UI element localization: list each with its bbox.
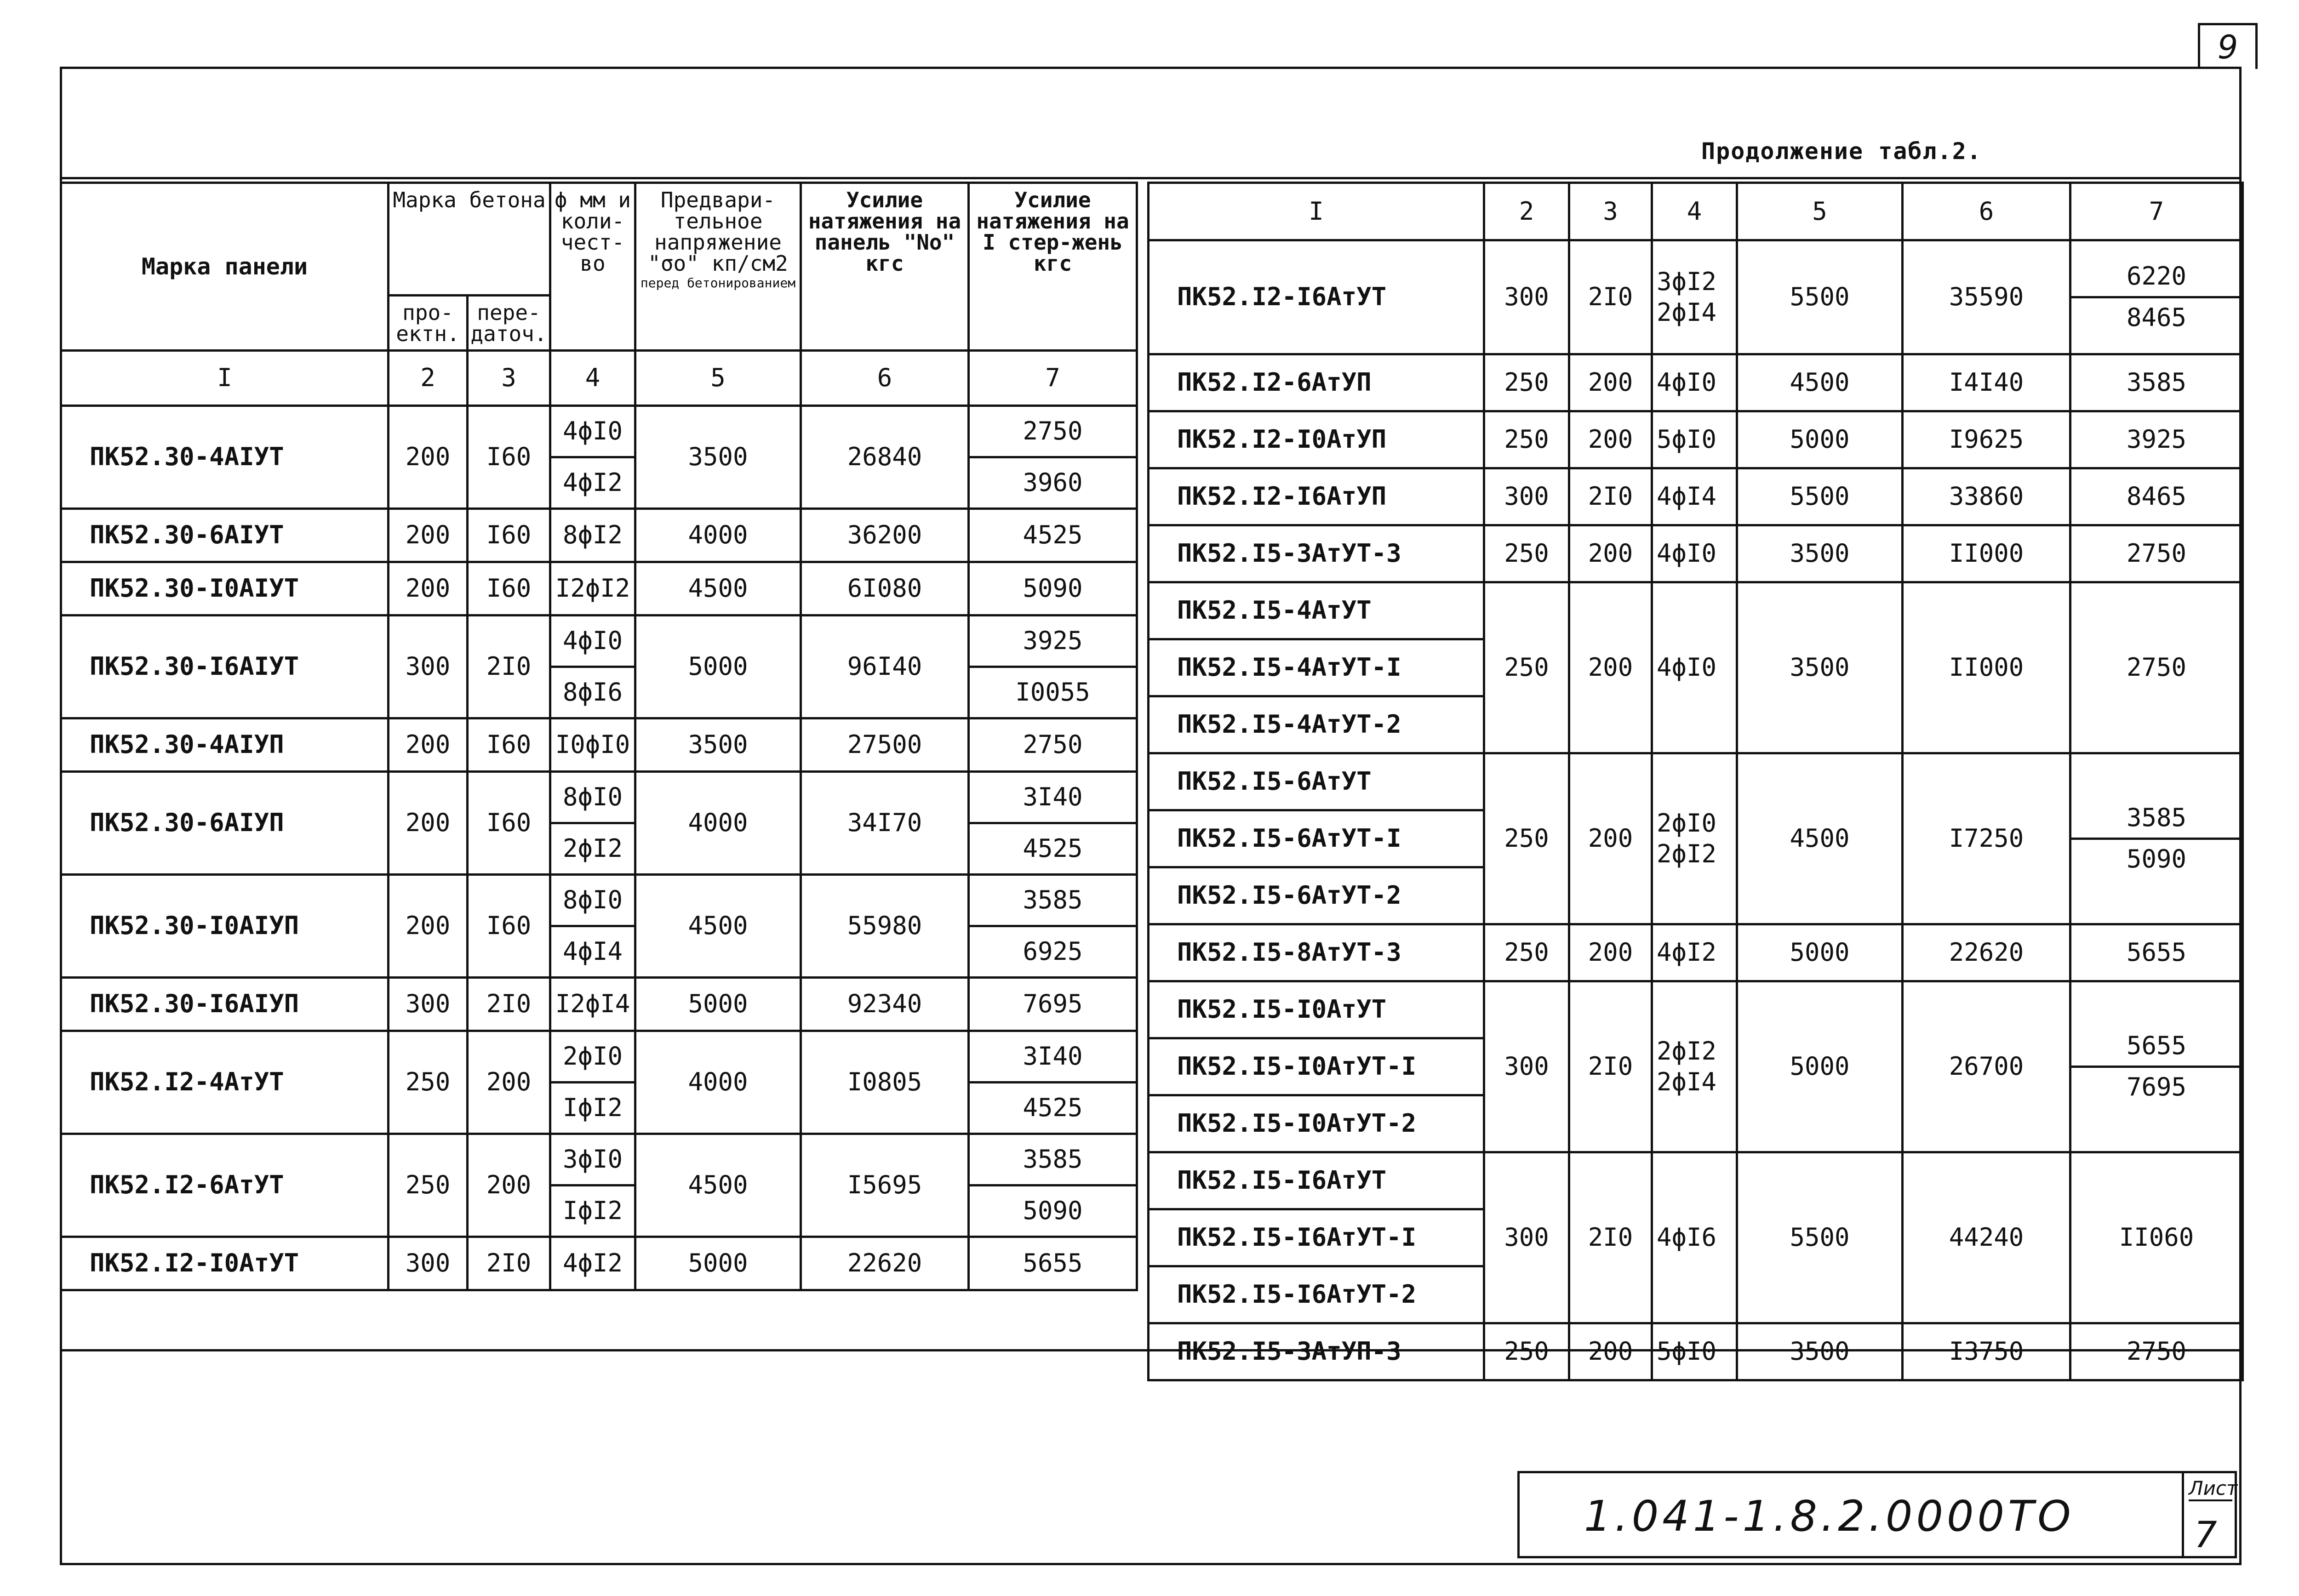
bar-diameter: 8ϕI6 [550, 667, 635, 718]
prestress-value: 3500 [635, 718, 801, 772]
panel-force: 33860 [1903, 468, 2070, 525]
bar-diameter: 4ϕI0 [550, 406, 635, 457]
design-grade: 300 [1484, 981, 1569, 1152]
table-row [61, 406, 1137, 457]
bar-diameter: 2ϕI2 [1657, 1036, 1717, 1066]
bar-diameter-cell [1652, 753, 1737, 924]
bar-force: 3585 [969, 1134, 1137, 1186]
panel-force: 34I70 [801, 772, 969, 875]
table-row [61, 875, 1137, 926]
transfer-grade: I60 [468, 562, 550, 616]
bar-diameter: 4ϕI4 [550, 926, 635, 978]
table-row [1149, 468, 2243, 525]
bar-diameter-cell [1652, 525, 1737, 582]
bar-diameter-cell [1652, 468, 1737, 525]
design-grade: 250 [1484, 753, 1569, 924]
bar-diameter-cell [1652, 582, 1737, 753]
prestress-value: 5500 [1737, 468, 1903, 525]
panel-mark: ПК52.I2-6АтУТ [61, 1134, 389, 1237]
design-grade: 250 [1484, 525, 1569, 582]
bar-force-cell [2070, 1152, 2243, 1323]
panel-mark: ПК52.I2-I0АтУП [1149, 411, 1484, 468]
panel-mark: ПК52.I5-3АтУТ-3 [1149, 525, 1484, 582]
bar-diameter: 4ϕI0 [1657, 368, 1717, 397]
panel-force: 26700 [1903, 981, 2070, 1152]
column-number: 3 [1569, 183, 1652, 240]
column-number: 2 [389, 351, 468, 406]
design-grade: 200 [389, 562, 468, 616]
panel-force: I7250 [1903, 753, 2070, 924]
column-number: 5 [1737, 183, 1903, 240]
design-grade: 300 [389, 616, 468, 718]
table-row [1149, 582, 2243, 639]
prestress-value: 4000 [635, 509, 801, 562]
bar-force: 3925 [969, 616, 1137, 667]
prestress-value: 4500 [1737, 354, 1903, 411]
column-number: 6 [801, 351, 969, 406]
panel-mark: ПК52.I5-4АтУТ-I [1149, 639, 1484, 696]
page-number: 9 [2198, 23, 2258, 69]
column-number: 4 [550, 351, 635, 406]
bar-force-cell [2070, 981, 2243, 1152]
table-row [61, 1134, 1137, 1186]
panel-mark: ПК52.I5-6АтУТ-2 [1149, 867, 1484, 924]
prestress-value: 4500 [635, 875, 801, 978]
prestress-value: 5000 [1737, 411, 1903, 468]
table-row [61, 772, 1137, 823]
panel-mark: ПК52.30-I6АIУТ [61, 616, 389, 718]
design-grade: 300 [389, 1237, 468, 1290]
bar-force: 4525 [969, 1083, 1137, 1134]
bar-diameter-cell [1652, 924, 1737, 981]
table-row [1149, 753, 2243, 810]
bar-force: 5655 [2071, 1026, 2242, 1068]
bar-force: 7695 [969, 978, 1137, 1031]
bar-force-cell [2070, 354, 2243, 411]
column-number: 5 [635, 351, 801, 406]
bar-force: II060 [2119, 1223, 2194, 1252]
column-number: I [1149, 183, 1484, 240]
panel-force: 26840 [801, 406, 969, 509]
prestress-value: 4000 [635, 772, 801, 875]
table-row [1149, 525, 2243, 582]
panel-force: I5695 [801, 1134, 969, 1237]
left-table-header [61, 183, 1137, 351]
document-code: 1.041-1.8.2.0000ТО [1584, 1492, 2075, 1541]
sheet-cell [2182, 1473, 2238, 1556]
transfer-grade: I60 [468, 718, 550, 772]
panel-mark: ПК52.I5-6АтУТ [1149, 753, 1484, 810]
bar-diameter: 2ϕI4 [1657, 297, 1717, 327]
panel-mark: ПК52.I2-6АтУП [1149, 354, 1484, 411]
panel-mark: ПК52.I2-I0АтУТ [61, 1237, 389, 1290]
bar-diameter: 5ϕI0 [1657, 425, 1717, 454]
table-row [1149, 924, 2243, 981]
bar-diameter: I2ϕI2 [550, 562, 635, 616]
design-grade: 250 [389, 1031, 468, 1134]
bar-diameter: 4ϕI2 [550, 1237, 635, 1290]
design-grade: 250 [389, 1134, 468, 1237]
prestress-value: 5000 [1737, 924, 1903, 981]
design-grade: 300 [1484, 1152, 1569, 1323]
frame-top-rule [60, 177, 2242, 179]
bar-force: 2750 [2126, 653, 2187, 682]
sheet-number: 7 [2194, 1515, 2217, 1556]
bar-diameter: IϕI2 [550, 1186, 635, 1237]
panel-mark: ПК52.I2-4АтУТ [61, 1031, 389, 1134]
bar-force-cell [2070, 924, 2243, 981]
panel-mark: ПК52.I5-I6АтУТ [1149, 1152, 1484, 1209]
bar-diameter: 4ϕI4 [1657, 482, 1717, 511]
right-table [1147, 182, 2244, 1381]
bar-diameter: 2ϕI0 [550, 1031, 635, 1083]
transfer-grade: 200 [1569, 753, 1652, 924]
table-row [61, 1031, 1137, 1083]
transfer-grade: I60 [468, 772, 550, 875]
panel-mark: ПК52.I5-6АтУТ-I [1149, 810, 1484, 867]
bar-force: 2750 [969, 406, 1137, 457]
prestress-value: 5500 [1737, 240, 1903, 354]
bar-force: 5655 [2126, 938, 2187, 967]
bar-force-cell [2070, 411, 2243, 468]
bar-diameter: I0ϕI0 [550, 718, 635, 772]
bar-force: 3585 [2071, 798, 2242, 840]
header-prestress [635, 183, 801, 351]
prestress-value: 5000 [1737, 981, 1903, 1152]
bar-force-cell [2070, 582, 2243, 753]
bar-force: 6220 [2071, 257, 2242, 298]
design-grade: 250 [1484, 354, 1569, 411]
sheet-label: Лист [2189, 1477, 2232, 1501]
bar-force: 3585 [969, 875, 1137, 926]
column-number: 2 [1484, 183, 1569, 240]
panel-mark: ПК52.I5-I0АтУТ [1149, 981, 1484, 1038]
design-grade: 250 [1484, 924, 1569, 981]
bar-force: 4525 [969, 823, 1137, 875]
transfer-grade: 2I0 [468, 978, 550, 1031]
panel-force: 55980 [801, 875, 969, 978]
design-grade: 200 [389, 718, 468, 772]
table-row [1149, 411, 2243, 468]
transfer-grade: 200 [468, 1031, 550, 1134]
transfer-grade: I60 [468, 509, 550, 562]
bar-diameter: 4ϕI0 [1657, 539, 1717, 568]
column-number: 7 [969, 351, 1137, 406]
table-row [1149, 1152, 2243, 1209]
prestress-value: 3500 [1737, 525, 1903, 582]
design-grade: 200 [389, 406, 468, 509]
panel-mark: ПК52.30-6АIУТ [61, 509, 389, 562]
bar-diameter: 2ϕI4 [1657, 1067, 1717, 1096]
column-number: 6 [1903, 183, 2070, 240]
panel-force: I0805 [801, 1031, 969, 1134]
transfer-grade: 2I0 [468, 1237, 550, 1290]
bar-diameter: 8ϕI0 [550, 772, 635, 823]
column-number-row [1149, 183, 2243, 240]
table-row [1149, 1323, 2243, 1380]
bar-force: 8465 [2126, 482, 2187, 511]
transfer-grade: 2I0 [1569, 240, 1652, 354]
table-row [61, 1237, 1137, 1290]
bar-diameter: 4ϕI0 [550, 616, 635, 667]
bar-diameter: 4ϕI0 [1657, 653, 1717, 682]
panel-mark: ПК52.30-I0АIУП [61, 875, 389, 978]
prestress-value: 4500 [635, 562, 801, 616]
panel-force: 92340 [801, 978, 969, 1031]
bar-diameter: 4ϕI6 [1657, 1223, 1717, 1252]
design-grade: 250 [1484, 411, 1569, 468]
bar-force: 3925 [2126, 425, 2187, 454]
prestress-value: 5000 [635, 1237, 801, 1290]
bar-force: 8465 [2126, 303, 2187, 332]
panel-force: 36200 [801, 509, 969, 562]
transfer-grade: 200 [1569, 411, 1652, 468]
table-row [1149, 981, 2243, 1038]
panel-mark: ПК52.I5-3АтУП-3 [1149, 1323, 1484, 1380]
table-row [61, 509, 1137, 562]
header-force-panel: Усилие натяжения на панель "No" кгс [801, 183, 969, 351]
bar-force: 5090 [969, 562, 1137, 616]
bar-diameter-cell [1652, 354, 1737, 411]
prestress-value: 5000 [635, 616, 801, 718]
bar-diameter-cell [1652, 1152, 1737, 1323]
prestress-value: 4500 [1737, 753, 1903, 924]
bar-diameter-cell [1652, 981, 1737, 1152]
header-panel-mark: Марка панели [61, 183, 389, 351]
table-row [1149, 240, 2243, 297]
panel-mark: ПК52.30-I0АIУТ [61, 562, 389, 616]
panel-force: I3750 [1903, 1323, 2070, 1380]
title-block [1517, 1471, 2237, 1558]
design-grade: 250 [1484, 1323, 1569, 1380]
header-force-bar: Усилие натяжения на I стер-жень кгс [969, 183, 1137, 351]
bar-force: 3960 [969, 457, 1137, 509]
bar-diameter: 8ϕI0 [550, 875, 635, 926]
bar-force: 5655 [969, 1237, 1137, 1290]
panel-mark: ПК52.I5-4АтУТ-2 [1149, 696, 1484, 753]
table-row [61, 616, 1137, 667]
header-diameter: ϕ мм и коли-чест-во [550, 183, 635, 351]
left-table [60, 182, 1138, 1291]
panel-force: II000 [1903, 525, 2070, 582]
bar-diameter: 4ϕI2 [550, 457, 635, 509]
header-prestress-note: перед бетонированием [640, 275, 796, 291]
transfer-grade: 200 [1569, 525, 1652, 582]
bar-force: 2750 [2126, 1337, 2187, 1366]
bar-force-cell [2070, 753, 2243, 924]
bar-force-cell [2070, 468, 2243, 525]
panel-mark: ПК52.30-4АIУТ [61, 406, 389, 509]
transfer-grade: 200 [468, 1134, 550, 1237]
bar-diameter: 3ϕI2 [1657, 267, 1717, 296]
prestress-value: 5500 [1737, 1152, 1903, 1323]
panel-mark: ПК52.30-I6АIУП [61, 978, 389, 1031]
panel-mark: ПК52.I5-8АтУТ-3 [1149, 924, 1484, 981]
right-table-body [1149, 183, 2243, 1380]
design-grade: 250 [1484, 582, 1569, 753]
design-grade: 200 [389, 875, 468, 978]
table-row [61, 718, 1137, 772]
transfer-grade: 2I0 [1569, 468, 1652, 525]
panel-mark: ПК52.30-4АIУП [61, 718, 389, 772]
column-number-row [61, 351, 1137, 406]
column-number: 4 [1652, 183, 1737, 240]
bar-force: 3I40 [969, 772, 1137, 823]
prestress-value: 3500 [635, 406, 801, 509]
bar-diameter-cell [1652, 1323, 1737, 1380]
bar-force: I0055 [969, 667, 1137, 718]
bar-diameter-cell [1652, 240, 1737, 354]
panel-force: I9625 [1903, 411, 2070, 468]
bar-diameter-cell [1652, 411, 1737, 468]
transfer-grade: 2I0 [468, 616, 550, 718]
panel-mark: ПК52.I2-I6АтУП [1149, 468, 1484, 525]
prestress-value: 3500 [1737, 582, 1903, 753]
column-number: I [61, 351, 389, 406]
panel-mark: ПК52.30-6АIУП [61, 772, 389, 875]
panel-force: 22620 [1903, 924, 2070, 981]
bar-force: 3585 [2126, 368, 2187, 397]
bar-force: 2750 [969, 718, 1137, 772]
panel-mark: ПК52.I2-I6АтУТ [1149, 240, 1484, 354]
header-prestress-text: Предвари-тельное напряжение "σo" кп/см2 [648, 188, 788, 276]
header-design-grade: про-ектн. [389, 296, 468, 351]
bar-diameter: 5ϕI0 [1657, 1337, 1717, 1366]
left-table-body [61, 351, 1137, 1290]
bar-force: 5090 [2126, 844, 2187, 873]
transfer-grade: 200 [1569, 354, 1652, 411]
panel-force: 96I40 [801, 616, 969, 718]
transfer-grade: 200 [1569, 582, 1652, 753]
transfer-grade: 2I0 [1569, 1152, 1652, 1323]
panel-mark: ПК52.I5-I0АтУТ-2 [1149, 1095, 1484, 1152]
design-grade: 300 [1484, 468, 1569, 525]
bar-diameter: 2ϕI0 [1657, 808, 1717, 838]
bar-diameter: 4ϕI2 [1657, 938, 1717, 967]
design-grade: 200 [389, 772, 468, 875]
bar-force: 6925 [969, 926, 1137, 978]
bar-force: 5090 [969, 1186, 1137, 1237]
table-row [61, 978, 1137, 1031]
table-row [61, 562, 1137, 616]
bar-diameter: 2ϕI2 [550, 823, 635, 875]
transfer-grade: I60 [468, 875, 550, 978]
panel-mark: ПК52.I5-I6АтУТ-2 [1149, 1266, 1484, 1323]
panel-force: 22620 [801, 1237, 969, 1290]
bar-force-cell [2070, 1323, 2243, 1380]
panel-force: 44240 [1903, 1152, 2070, 1323]
panel-force: I4I40 [1903, 354, 2070, 411]
prestress-value: 5000 [635, 978, 801, 1031]
table-caption: Продолжение табл.2. [1701, 138, 1982, 165]
bar-diameter: 3ϕI0 [550, 1134, 635, 1186]
column-number: 7 [2070, 183, 2243, 240]
panel-force: 27500 [801, 718, 969, 772]
transfer-grade: 200 [1569, 924, 1652, 981]
prestress-value: 4500 [635, 1134, 801, 1237]
panel-force: 35590 [1903, 240, 2070, 354]
design-grade: 300 [1484, 240, 1569, 354]
transfer-grade: 2I0 [1569, 981, 1652, 1152]
bar-diameter: 2ϕI2 [1657, 839, 1717, 868]
panel-mark: ПК52.I5-I0АтУТ-I [1149, 1038, 1484, 1095]
design-grade: 200 [389, 509, 468, 562]
panel-force: 6I080 [801, 562, 969, 616]
bar-force: 3I40 [969, 1031, 1137, 1083]
panel-force: II000 [1903, 582, 2070, 753]
column-number: 3 [468, 351, 550, 406]
bar-diameter: 8ϕI2 [550, 509, 635, 562]
bar-force: 4525 [969, 509, 1137, 562]
prestress-value: 4000 [635, 1031, 801, 1134]
header-concrete-grade: Марка бетона [389, 183, 550, 296]
prestress-value: 3500 [1737, 1323, 1903, 1380]
bar-force-cell [2070, 240, 2243, 354]
panel-mark: ПК52.I5-I6АтУТ-I [1149, 1209, 1484, 1266]
transfer-grade: I60 [468, 406, 550, 509]
bar-force-cell [2070, 525, 2243, 582]
design-grade: 300 [389, 978, 468, 1031]
panel-mark: ПК52.I5-4АтУТ [1149, 582, 1484, 639]
bar-diameter: IϕI2 [550, 1083, 635, 1134]
transfer-grade: 200 [1569, 1323, 1652, 1380]
table-row [1149, 354, 2243, 411]
bar-force: 2750 [2126, 539, 2187, 568]
bar-force: 7695 [2126, 1072, 2187, 1101]
header-transfer-grade: пере-даточ. [468, 296, 550, 351]
bar-diameter: I2ϕI4 [550, 978, 635, 1031]
